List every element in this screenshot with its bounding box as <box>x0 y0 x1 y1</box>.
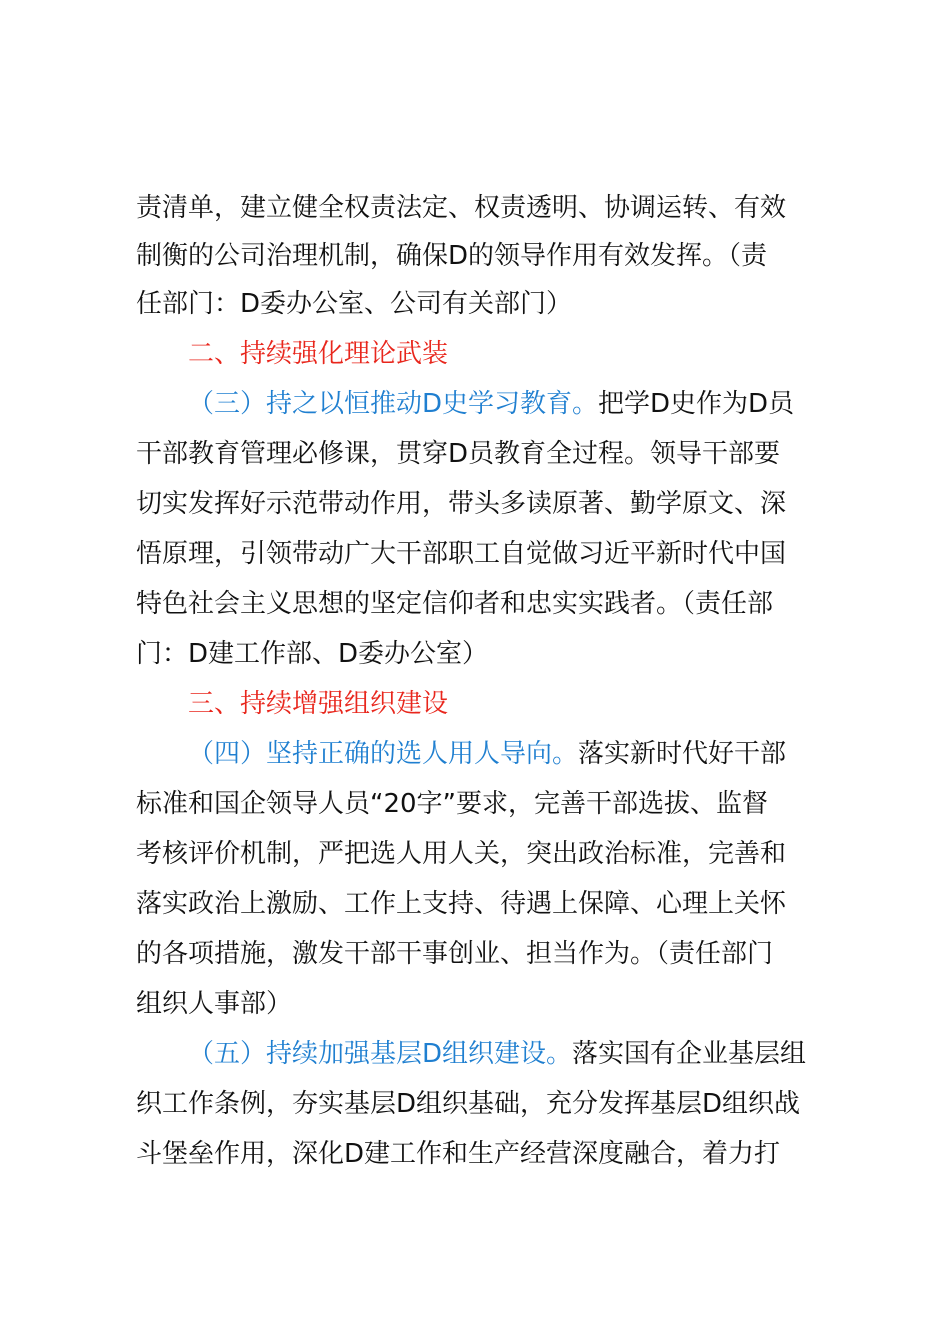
paragraph-line: 门：D建工作部、D委办公室） <box>136 639 489 669</box>
paragraph-line: 切实发挥好示范带动作用，带头多读原著、勤学原文、深 <box>136 489 787 519</box>
paragraph-line: 悟原理，引领带动广大干部职工自觉做习近平新时代中国 <box>136 539 787 569</box>
paragraph-first-line <box>188 1036 806 1072</box>
paragraph-line: 织工作条例，夯实基层D组织基础，充分发挥基层D组织战 <box>136 1089 801 1119</box>
paragraph-line: 任部门：D委办公室、公司有关部门） <box>136 289 573 319</box>
paragraph-text: 把学D史作为D员 <box>598 389 795 419</box>
subsection-heading: （五）持续加强基层D组织建设。 <box>188 1039 573 1069</box>
paragraph-line: 标准和国企领导人员“20字”要求，完善干部选拔、监督 <box>136 789 769 819</box>
paragraph-line: 落实政治上激励、工作上支持、待遇上保障、心理上关怀 <box>136 889 787 919</box>
paragraph-line: 责清单，建立健全权责法定、权责透明、协调运转、有效 <box>136 193 787 223</box>
paragraph-text: 落实新时代好干部 <box>578 739 787 769</box>
paragraph-line: 斗堡垒作用，深化D建工作和生产经营深度融合，着力打 <box>136 1139 781 1169</box>
paragraph-first-line <box>188 386 794 422</box>
paragraph-line: 组织人事部） <box>136 989 293 1019</box>
paragraph-first-line <box>188 736 786 772</box>
paragraph-line: 考核评价机制，严把选人用人关，突出政治标准，完善和 <box>136 839 787 869</box>
paragraph-text: 落实国有企业基层组 <box>572 1039 807 1069</box>
paragraph-line: 的各项措施，激发干部干事创业、担当作为。（责任部门 <box>136 939 774 969</box>
section-heading: 三、持续增强组织建设 <box>188 689 449 719</box>
section-heading: 二、持续强化理论武装 <box>188 339 449 369</box>
paragraph-line: 特色社会主义思想的坚定信仰者和忠实实践者。（责任部 <box>136 589 774 619</box>
subsection-heading: （三）持之以恒推动D史学习教育。 <box>188 389 599 419</box>
subsection-heading: （四）坚持正确的选人用人导向。 <box>188 739 579 769</box>
paragraph-line: 干部教育管理必修课，贯穿D员教育全过程。领导干部要 <box>136 439 781 469</box>
paragraph-line: 制衡的公司治理机制，确保D的领导作用有效发挥。（责 <box>136 241 768 271</box>
